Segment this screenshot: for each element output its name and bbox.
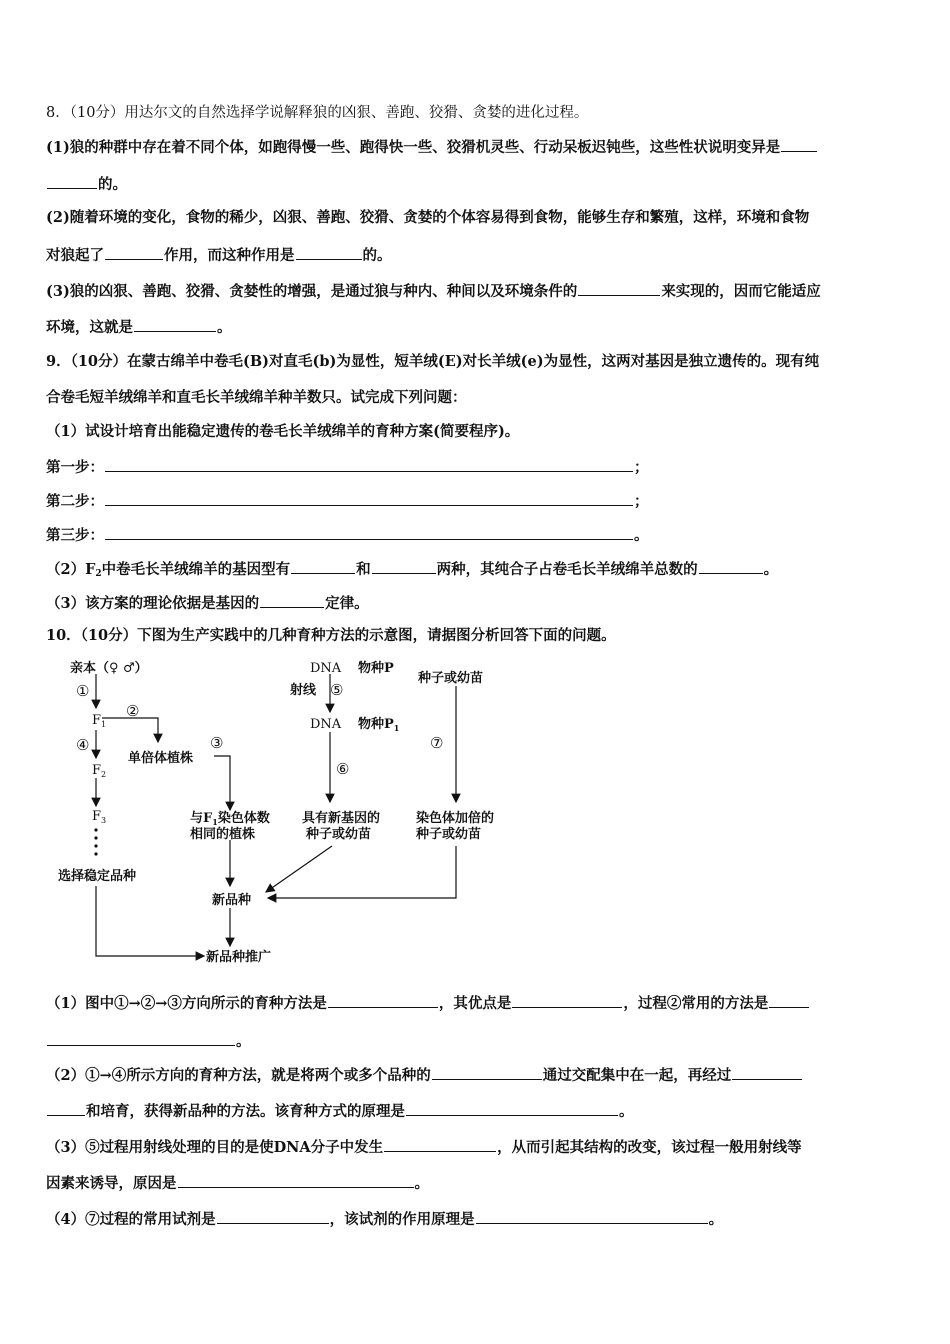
circle-5: ⑤: [330, 681, 344, 699]
q10-sub1-line1: （1）图中①→②→③方向所示的育种方法是 ，其优点是 ，过程②常用的方法是: [46, 992, 908, 1014]
answer-blank[interactable]: [578, 280, 660, 296]
answer-blank[interactable]: [105, 456, 633, 472]
label-f1: $F_1$: [92, 713, 107, 729]
q9-heading-line1: 9．（10分）在蒙古绵羊中卷毛(B)对直毛(b)为显性，短羊绒(E)对长羊绒(e)为显性，这两对基因是独立遗传的。现有纯: [46, 353, 820, 370]
q9-sub1: （1）试设计培育出能稳定遗传的卷毛长羊绒绵羊的育种方案(简要程序)。: [46, 423, 520, 440]
label-double-line1: 染色体加倍的: [416, 811, 495, 826]
answer-blank[interactable]: [406, 1100, 618, 1116]
arrow-newgene-new: [266, 846, 332, 892]
q8-part3-line2: 环境，这就是 。: [46, 316, 908, 338]
q10-sub2-line1: （2）①→④所示方向的育种方法，就是将两个或多个品种的 通过交配集中在一起，再经过: [46, 1064, 908, 1086]
answer-blank[interactable]: [105, 244, 163, 260]
answer-blank[interactable]: [769, 992, 809, 1008]
label-same-line2: 相同的植株: [190, 827, 256, 842]
answer-blank[interactable]: [134, 316, 216, 332]
answer-blank[interactable]: [47, 1100, 85, 1116]
answer-blank[interactable]: [732, 1064, 802, 1080]
q9-step3: 第三步： 。: [46, 524, 908, 546]
label-dna-top: DNA: [310, 661, 342, 676]
q8-part3-line1: (3)狼的凶狠、善跑、狡猾、贪婪性的增强，是通过狼与种内、种间以及环境条件的 来实现的，因而它能适应: [46, 280, 908, 302]
q10-sub2-line2: 和培育，获得新品种的方法。该育种方式的原理是 。: [46, 1100, 908, 1122]
answer-blank[interactable]: [512, 992, 622, 1008]
answer-blank[interactable]: [372, 558, 436, 574]
label-haploid: 单倍体植株: [128, 751, 194, 766]
answer-blank[interactable]: [178, 1172, 414, 1188]
label-newgene-line2: 种子或幼苗: [306, 827, 372, 842]
answer-blank[interactable]: [328, 992, 438, 1008]
label-f2: $F_2$: [92, 763, 107, 779]
label-species-p: 物种P: [358, 661, 394, 676]
label-parent: 亲本（♀ ♂）: [70, 661, 148, 676]
q9-sub3: （3）该方案的理论依据是基因的 定律。: [46, 592, 908, 614]
arrow-select-promote: [96, 886, 204, 956]
label-promote: 新品种推广: [206, 950, 272, 965]
dotted-continuation: [95, 829, 97, 855]
q8-part1-line2: 的。: [46, 173, 908, 195]
answer-blank[interactable]: [476, 1208, 708, 1224]
q10-sub1-line2: 。: [46, 1030, 908, 1052]
arrow-f1-haploid: [102, 718, 158, 742]
label-dna-mid: DNA: [310, 717, 342, 732]
answer-blank[interactable]: [699, 558, 763, 574]
label-same-line1: 与$F_1$染色体数: [190, 811, 270, 827]
q10-sub3-line2: 因素来诱导，原因是 。: [46, 1172, 908, 1194]
answer-blank[interactable]: [291, 558, 355, 574]
circle-6: ⑥: [336, 760, 350, 778]
answer-blank[interactable]: [105, 490, 633, 506]
answer-blank[interactable]: [47, 1030, 235, 1046]
circle-7: ⑦: [430, 734, 444, 752]
breeding-diagram: [40, 652, 520, 972]
answer-blank[interactable]: [105, 524, 633, 540]
label-f3: $F_3$: [92, 809, 107, 825]
q9-step1: 第一步： ；: [46, 456, 908, 478]
q8-heading: 8．（10分）用达尔文的自然选择学说解释狼的凶狠、善跑、狡猾、贪婪的进化过程。: [46, 105, 589, 121]
circle-1: ①: [76, 682, 90, 700]
answer-blank[interactable]: [47, 173, 97, 189]
arrow-haploid-same: [214, 756, 230, 810]
q9-heading-line2: 合卷毛短羊绒绵羊和直毛长羊绒绵羊种羊数只。试完成下列问题：: [46, 389, 467, 406]
q8-part1-line1: (1)狼的种群中存在着不同个体，如跑得慢一些、跑得快一些、狡猾机灵些、行动呆板迟钝些，这些性状说明变异是: [46, 136, 908, 158]
q10-sub3-line1: （3）⑤过程用射线处理的目的是使DNA分子中发生 ，从而引起其结构的改变，该过程一般用射线等: [46, 1136, 908, 1158]
label-seed: 种子或幼苗: [418, 671, 484, 686]
answer-blank[interactable]: [260, 592, 324, 608]
arrow-double-new: [268, 846, 456, 898]
q10-sub4: （4）⑦过程的常用试剂是 ，该试剂的作用原理是 。: [46, 1208, 908, 1230]
q9-sub2: $(2)F_2$中卷毛长羊绒绵羊的基因型有 和 两种，其纯合子占卷毛长羊绒绵羊总数的 。: [46, 558, 908, 584]
q10-heading: 10．（10分）下图为生产实践中的几种育种方法的示意图，请据图分析回答下面的问题。: [46, 627, 616, 644]
q8-part2-line1: (2)随着环境的变化，食物的稀少，凶狠、善跑、狡猾、贪婪的个体容易得到食物，能够生存和繁殖，这样，环境和食物: [46, 209, 810, 226]
circle-4: ④: [76, 736, 90, 754]
circle-2: ②: [126, 702, 140, 720]
q9-step2: 第二步： ；: [46, 490, 908, 512]
answer-blank[interactable]: [781, 136, 817, 152]
label-select: 选择稳定品种: [58, 869, 137, 884]
label-double-line2: 种子或幼苗: [416, 827, 482, 842]
answer-blank[interactable]: [432, 1064, 542, 1080]
answer-blank[interactable]: [217, 1208, 329, 1224]
label-newgene-line1: 具有新基因的: [302, 811, 381, 826]
answer-blank[interactable]: [384, 1136, 496, 1152]
label-species-p1: 物种$P_1$: [358, 717, 400, 733]
label-new-variety: 新品种: [212, 893, 252, 908]
answer-blank[interactable]: [296, 244, 362, 260]
label-ray: 射线: [290, 683, 317, 698]
q8-part2-line2: 对狼起了 作用，而这种作用是 的。: [46, 244, 908, 266]
circle-3: ③: [210, 734, 224, 752]
